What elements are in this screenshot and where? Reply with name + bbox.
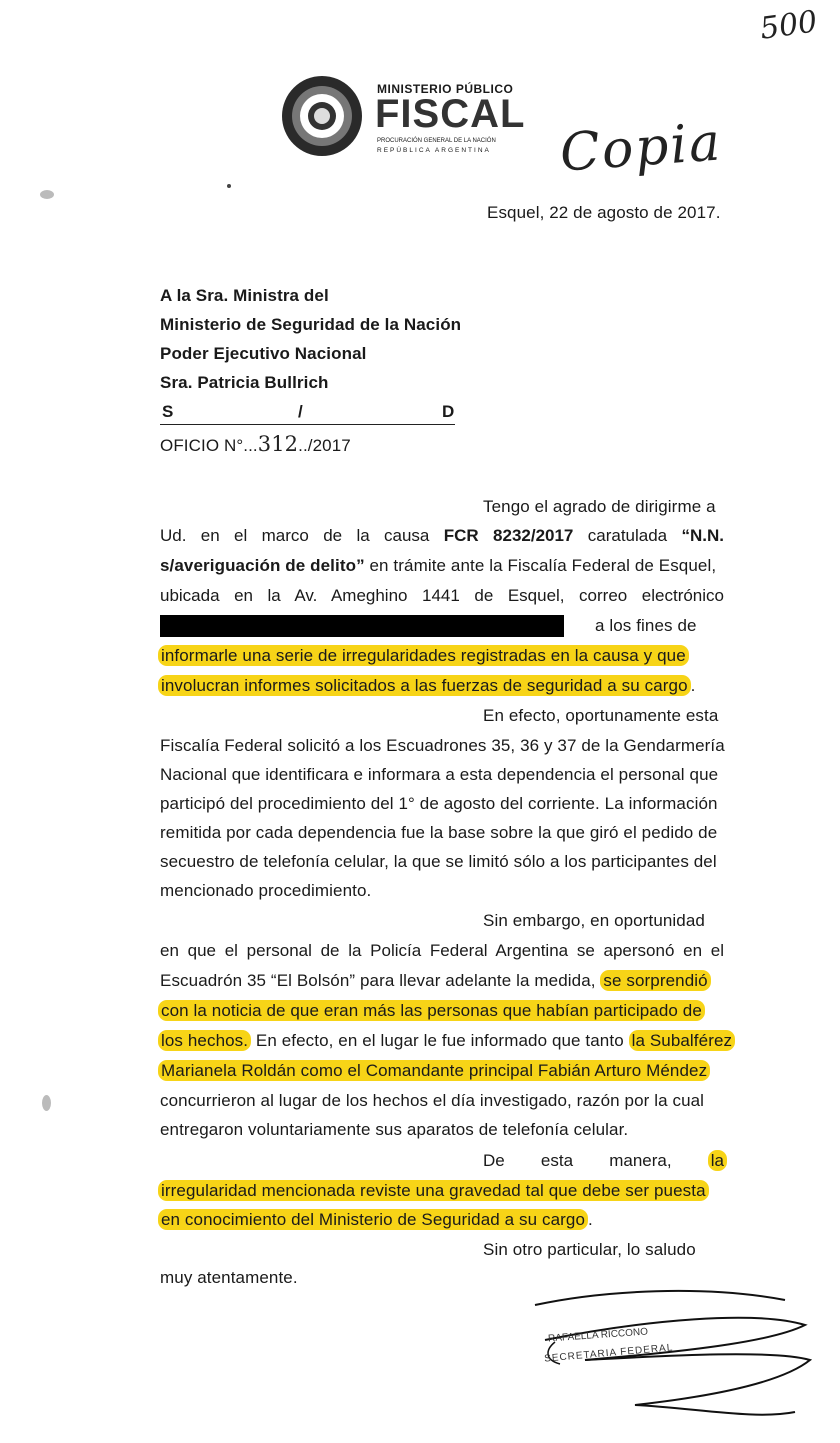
body-line <box>483 1151 727 1171</box>
caratula: “N.N. <box>681 526 724 545</box>
body-line <box>160 526 724 546</box>
highlight: irregularidad mencionada reviste una gravedad tal que debe ser puesta <box>158 1180 709 1201</box>
copia-handwritten: Copia <box>558 112 724 184</box>
body-line: Fiscalía Federal solicitó a los Escuadrones 35, 36 y 37 de la Gendarmería <box>160 736 725 755</box>
text-run: Ud. en el marco de la causa <box>160 526 430 545</box>
body-line: entregaron voluntariamente sus aparatos de telefonía celular. <box>160 1120 629 1139</box>
body-line: Sin otro particular, lo saludo <box>483 1240 696 1259</box>
oficio-suffix: ../2017 <box>298 436 351 455</box>
caratula: s/averiguación de delito” <box>160 556 365 575</box>
signature-name: RAFAELLA RICCONO <box>547 1326 649 1345</box>
highlighted-line <box>158 646 689 666</box>
highlighted-line <box>158 1001 705 1021</box>
highlight: involucran informes solicitados a las fuerzas de seguridad a su cargo <box>158 675 691 696</box>
highlight: con la noticia de que eran más las personas que habían participado de <box>158 1000 705 1021</box>
addressee-line: Ministerio de Seguridad de la Nación <box>160 315 462 334</box>
signature-title: SECRETARIA FEDERAL <box>543 1342 674 1365</box>
body-line: Tengo el agrado de dirigirme a <box>483 497 716 516</box>
emblem-icon <box>280 74 364 158</box>
body-line: participó del procedimiento del 1° de agosto del corriente. La información <box>160 794 718 813</box>
org-line-2: FISCAL <box>375 92 526 136</box>
text-run: Escuadrón 35 “El Bolsón” para llevar adelante la medida, <box>160 971 596 990</box>
org-line-3: PROCURACIÓN GENERAL DE LA NACIÓN <box>377 138 496 144</box>
text-run: De <box>483 1151 505 1170</box>
highlighted-line <box>158 1181 709 1201</box>
body-line: Sin embargo, en oportunidad <box>483 911 705 930</box>
sd-slash: / <box>298 402 303 421</box>
text-run: En efecto, en el lugar le fue informado que tanto <box>251 1031 624 1050</box>
text-run: . <box>588 1210 593 1229</box>
addressee-line: Sra. Patricia Bullrich <box>160 373 329 392</box>
body-line <box>160 971 711 991</box>
body-line: muy atentamente. <box>160 1268 298 1287</box>
oficio-line <box>160 432 351 456</box>
body-line: a los fines de <box>595 616 697 635</box>
scan-speck <box>42 1095 51 1111</box>
body-line: mencionado procedimiento. <box>160 881 372 900</box>
highlight: Marianela Roldán como el Comandante principal Fabián Arturo Méndez <box>158 1060 710 1081</box>
addressee-line: A la Sra. Ministra del <box>160 286 329 305</box>
body-line: En efecto, oportunamente esta <box>483 706 719 725</box>
sd-line <box>160 402 455 425</box>
org-line-4: REPÚBLICA ARGENTINA <box>377 147 491 154</box>
redacted-email <box>160 615 564 637</box>
body-line: remitida por cada dependencia fue la base sobre la que giró el pedido de <box>160 823 718 842</box>
oficio-number: 312 <box>257 432 299 456</box>
highlight: en conocimiento del Ministerio de Seguridad a su cargo <box>158 1209 588 1230</box>
highlight: la <box>708 1150 727 1171</box>
text-run: manera, <box>609 1151 672 1170</box>
highlight: los hechos. <box>158 1030 251 1051</box>
text-run: caratulada <box>587 526 668 545</box>
body-line: en que el personal de la Policía Federal Argentina se apersonó en el <box>160 941 724 960</box>
highlight: informarle una serie de irregularidades registradas en la causa y que <box>158 645 689 666</box>
sd-s: S <box>162 402 174 421</box>
addressee-line: Poder Ejecutivo Nacional <box>160 344 367 363</box>
scan-speck <box>40 190 54 199</box>
highlight: se sorprendió <box>600 970 710 991</box>
text-run: esta <box>540 1151 574 1170</box>
body-line <box>158 1031 735 1051</box>
oficio-prefix: OFICIO N°... <box>160 436 258 455</box>
date-line: Esquel, 22 de agosto de 2017. <box>487 203 721 222</box>
scan-speck <box>227 184 231 188</box>
page-number: 500 <box>757 4 820 47</box>
body-line: ubicada en la Av. Ameghino 1441 de Esquel, correo electrónico <box>160 586 724 605</box>
body-line: secuestro de telefonía celular, la que se limitó sólo a los participantes del <box>160 852 717 871</box>
highlighted-line <box>158 676 695 696</box>
text-run: en trámite ante la Fiscalía Federal de Esquel, <box>364 556 717 575</box>
body-line: concurrieron al lugar de los hechos el día investigado, razón por la cual <box>160 1091 705 1110</box>
highlighted-line <box>158 1061 710 1081</box>
text-run: . <box>690 676 696 695</box>
causa-number: FCR 8232/2017 <box>443 526 574 545</box>
highlighted-line <box>158 1210 593 1230</box>
sd-d: D <box>442 402 455 421</box>
body-line <box>160 556 716 576</box>
ministerio-logo <box>280 74 526 164</box>
highlight: la Subalférez <box>629 1030 736 1051</box>
body-line: Nacional que identificara e informara a esta dependencia el personal que <box>160 765 719 784</box>
org-line-1: MINISTERIO PÚBLICO <box>377 82 514 96</box>
